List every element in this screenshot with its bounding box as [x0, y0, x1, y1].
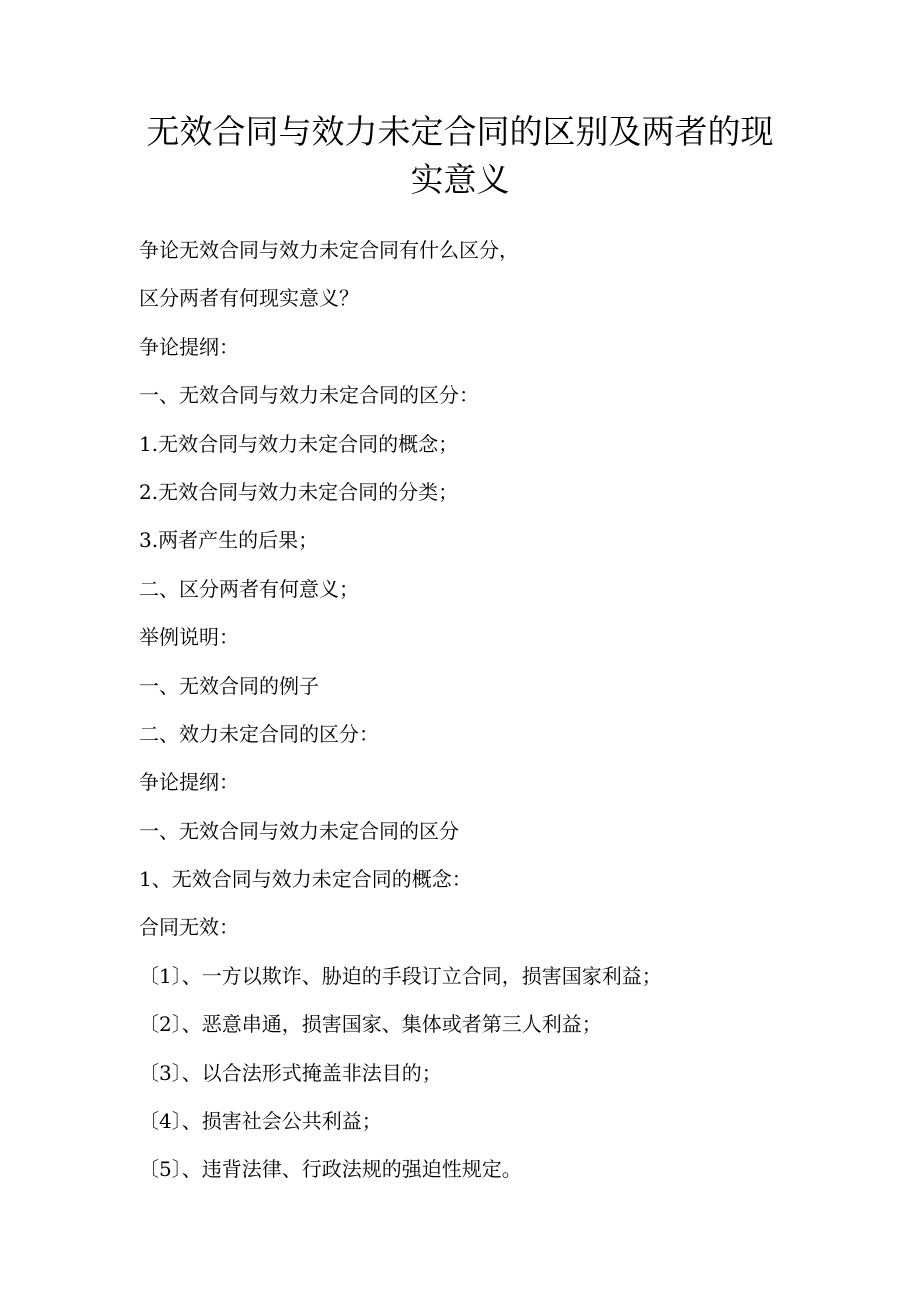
list-item: 〔3〕、以合法形式掩盖非法目的； — [139, 1060, 442, 1085]
outline-item: 一、无效合同与效力未定合同的区分： — [139, 383, 479, 408]
outline-item: 1、无效合同与效力未定合同的概念： — [139, 867, 472, 892]
outline-item: 二、区分两者有何意义； — [139, 576, 359, 601]
outline-item: 一、无效合同的例子 — [139, 673, 319, 698]
list-item: 〔4〕、损害社会公共利益； — [139, 1109, 382, 1134]
outline-item: 二、效力未定合同的区分： — [139, 721, 379, 746]
list-item: 〔1〕、一方以欺诈、胁迫的手段订立合同，损害国家利益； — [139, 963, 662, 988]
title-line: 实意义 — [410, 160, 510, 199]
paragraph-line: 争论无效合同与效力未定合同有什么区分， — [139, 238, 519, 262]
outline-item: 3.两者产生的后果； — [139, 528, 319, 553]
list-item: 〔5〕、违背法律、行政法规的强迫性规定。 — [139, 1157, 522, 1182]
title-line: 无效合同与效力未定合同的区别及两者的现 — [146, 112, 774, 151]
outline-item: 一、无效合同与效力未定合同的区分 — [139, 818, 459, 843]
outline-item: 1.无效合同与效力未定合同的概念； — [139, 431, 459, 456]
document-title — [100, 108, 820, 204]
section-heading: 争论提纲： — [139, 334, 239, 359]
outline-item: 2.无效合同与效力未定合同的分类； — [139, 479, 459, 504]
list-item: 〔2〕、恶意串通，损害国家、集体或者第三人利益； — [139, 1012, 602, 1037]
section-heading: 合同无效： — [139, 915, 239, 940]
section-heading: 争论提纲： — [139, 770, 239, 795]
document-body — [139, 226, 839, 1194]
section-heading: 举例说明： — [139, 625, 239, 650]
paragraph-line: 区分两者有何现实意义？ — [139, 286, 359, 311]
